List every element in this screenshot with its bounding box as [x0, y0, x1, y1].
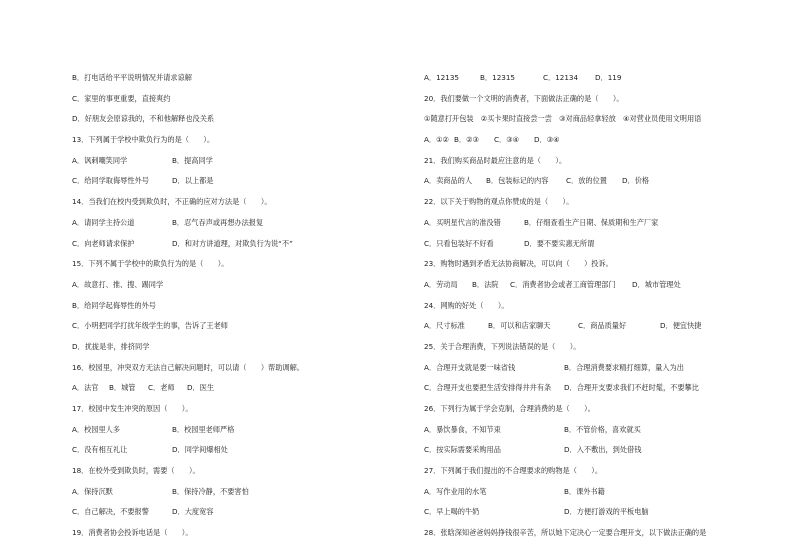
answer-option: A．合理开支就是要一味省钱 [424, 362, 516, 372]
question-text-line: D．好朋友会原谅我的，不和他解释也没关系 [72, 114, 215, 124]
answer-option: D．119 [595, 73, 622, 82]
question-options-row [424, 68, 774, 89]
answer-option: D．城市管理处 [632, 279, 681, 289]
question-options-row [424, 358, 774, 379]
answer-option: B．保持冷静，不要害怕 [172, 486, 249, 496]
question-text-line: 17．校园中发生冲突的原因（ ）。 [72, 404, 193, 413]
question-options-row [424, 234, 774, 255]
question-options-row [424, 440, 774, 461]
question-text-line: 27．下列属于我们提出的不合理要求的购物是（ ）。 [424, 466, 603, 476]
answer-option: A．写作业用的水笔 [424, 486, 487, 496]
answer-option: D．合理开支要求我们不赶时髦，不要攀比 [564, 383, 699, 393]
answer-option: B．城管 [109, 383, 136, 393]
answer-option: C．向老师请求保护 [72, 238, 135, 248]
question-text-line: 14．当我们在校内受到欺负时，不正确的应对方法是（ ）。 [72, 197, 272, 207]
answer-option: C．消费者协会或者工商管理部门 [510, 279, 616, 289]
question-options-row [424, 482, 774, 503]
question-text-line: 20．我们要做一个文明的消费者，下面做法正确的是（ ）。 [424, 93, 624, 103]
answer-option: C．老师 [148, 383, 175, 393]
answer-option: D．价格 [622, 176, 650, 186]
answer-option: A．校园里人多 [72, 424, 121, 434]
answer-option: B．法院 [472, 279, 499, 289]
answer-option: B．提高同学 [172, 155, 213, 165]
answer-option: A．保持沉默 [72, 486, 113, 496]
question-text-line: 25．关于合理消费，下列说法错误的是（ ）。 [424, 341, 581, 351]
answer-option: D．同学间爆相处 [172, 445, 228, 455]
answer-option: C．早上喝的牛奶 [424, 507, 480, 517]
question-options-row [72, 482, 432, 503]
answer-option: D．③④ [534, 135, 560, 145]
question-text-line: C．小明把同学打扰年级学生的事，告诉了王老师 [72, 321, 228, 331]
question-options-row [72, 378, 432, 399]
question-options-row [424, 316, 774, 337]
question-text-line: B．给同学起侮辱性的外号 [72, 300, 156, 310]
question-options-row [72, 420, 432, 441]
question-text-line: D．扰拢是非，排挤同学 [72, 341, 150, 351]
answer-option: A．尺寸标准 [424, 321, 465, 331]
answer-option: D．和对方讲道理，对欺负行为说“不” [172, 238, 293, 248]
answer-option: A．卖商品的人 [424, 176, 473, 186]
question-options-row [72, 502, 432, 523]
answer-option: D．要不要实惠无所谓 [524, 238, 595, 248]
question-options-row [424, 420, 774, 441]
answer-option: C．③④ [494, 135, 520, 145]
answer-option: A．讽刺嘲笑同学 [72, 155, 128, 165]
answer-option: C．合理开支也要把生活安排得井井有条 [424, 383, 552, 393]
answer-option: B．课外书籍 [564, 486, 605, 496]
answer-option: B．②③ [454, 135, 480, 145]
answer-option: B．校园里老师严格 [172, 424, 235, 434]
question-text-line: 23．购物时遇到矛盾无法协商解决，可以向（ ）投诉。 [424, 259, 613, 269]
answer-option: C．自己解决，不要报警 [72, 507, 149, 517]
answer-option: D．方便打游戏的平板电脑 [564, 507, 649, 517]
answer-option: B．12315 [480, 73, 515, 82]
question-options-row [72, 151, 432, 172]
answer-option: D．便宜快捷 [660, 321, 702, 331]
answer-option: A．暴饮暴食，不知节束 [424, 424, 501, 434]
question-options-row [72, 171, 432, 192]
answer-option: C．放的位置 [566, 176, 607, 186]
question-text-line: 13．下列属于学校中欺负行为的是（ ）。 [72, 135, 215, 145]
question-options-row [424, 130, 774, 151]
question-options-row [424, 171, 774, 192]
question-options-row [424, 275, 774, 296]
answer-option: A．劳动局 [424, 279, 458, 289]
question-options-row [424, 213, 774, 234]
left-column [72, 68, 432, 544]
question-text-line: B．打电话给平平说明情况并请求谅解 [72, 73, 192, 82]
question-options-row [72, 213, 432, 234]
answer-option: D．入不敷出，到处借钱 [564, 445, 642, 455]
answer-option: B．包装标记的内容 [486, 176, 549, 186]
answer-option: D．医生 [187, 383, 215, 393]
answer-option: B．可以和店家聊天 [488, 321, 551, 331]
answer-option: A．买明星代言的准没错 [424, 217, 501, 227]
answer-option: A．法官 [72, 383, 99, 393]
answer-option: B．仔细查看生产日期、保质期和生产厂家 [524, 217, 659, 227]
question-text-line: ①随意打开包装 ②买卡果时直接尝一尝 ③对商品轻拿轻放 ④对营业员使用文明用语 [424, 114, 702, 124]
question-text-line: 22．以下关于购物的观点你赞成的是（ ）。 [424, 197, 574, 207]
answer-option: D．以上都是 [172, 176, 214, 186]
answer-option: A．请同学主持公道 [72, 217, 135, 227]
answer-option: D．大度宽容 [172, 507, 214, 517]
question-text-line: 28．张晗深知爸爸妈妈挣钱很辛苦，所以她下定决心一定要合理开支，以下做法正确的是 [424, 528, 707, 538]
question-text-line: 21．我们购买商品时最应注意的是（ ）。 [424, 155, 567, 165]
question-text-line: 15．下列不属于学校中的欺负行为的是（ ）。 [72, 259, 229, 269]
question-text-line: 19．消费者协会投诉电话是（ ）。 [72, 528, 193, 538]
answer-option: B．合理消费要求精打细算，量入为出 [564, 362, 684, 372]
answer-option: C．按实际需要采购用品 [424, 445, 501, 455]
answer-option: C．只看包装好不好看 [424, 238, 494, 248]
answer-option: C．12134 [543, 73, 579, 82]
answer-option: A．①② [424, 135, 449, 145]
question-options-row [424, 378, 774, 399]
question-text-line: 26．下列行为属于学会克制，合理消费的是（ ）。 [424, 404, 595, 413]
question-text-line: A．故意打、推、搜、踢同学 [72, 279, 164, 289]
answer-option: B．忍气吞声或再想办法报复 [172, 217, 264, 227]
answer-option: B．不管价格，喜欢就买 [564, 424, 641, 434]
question-options-row [424, 502, 774, 523]
question-text-line: 16．校园里，冲突双方无法自己解决问题时，可以请（ ）帮助调解。 [72, 362, 304, 372]
question-text-line: C．家里的事更重要，直接爽约 [72, 93, 171, 103]
question-text-line: 24．网购的好处（ ）。 [424, 300, 509, 310]
answer-option: C．给同学取侮辱性外号 [72, 176, 149, 186]
right-column [424, 68, 774, 544]
question-options-row [72, 440, 432, 461]
answer-option: A．12135 [424, 73, 459, 82]
answer-option: C．没有相互礼让 [72, 445, 128, 455]
question-options-row [72, 234, 432, 255]
question-text-line: 18．在校外受到欺负时，需要（ ）。 [72, 466, 200, 476]
answer-option: C．商品质量好 [578, 321, 627, 331]
